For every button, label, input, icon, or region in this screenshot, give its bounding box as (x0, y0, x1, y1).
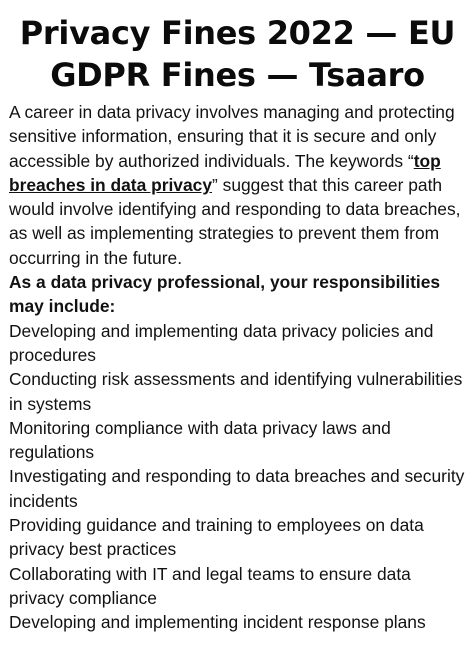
responsibilities-heading: As a data privacy professional, your responsibilities may include: (9, 272, 441, 317)
intro-text-start: A career in data privacy involves managing and protecting sensitive information, ensuring that it is secure and only accessible by authorized individuals. The keywords “ (9, 102, 455, 171)
list-item: Investigating and responding to data breaches and security incidents (9, 466, 465, 511)
list-item: Conducting risk assessments and identifying vulnerabilities in systems (9, 369, 463, 414)
title-line-2: GDPR Fines — Tsaaro (50, 56, 425, 94)
breaches-link[interactable]: top breaches in data privacy (9, 150, 441, 195)
article-body (9, 100, 466, 635)
intro-text-end: ” suggest that this career path would involve identifying and responding to data breaches, as well as implementing strategies to prevent them from occurring in the future. (9, 174, 461, 268)
responsibilities-list (9, 319, 466, 635)
intro-paragraph (9, 100, 466, 270)
list-item: Monitoring compliance with data privacy laws and regulations (9, 417, 391, 463)
page-title (9, 12, 466, 96)
list-item: Collaborating with IT and legal teams to ensure data privacy compliance (9, 563, 411, 608)
list-item: Developing and implementing data privacy policies and procedures (9, 320, 434, 365)
title-line-1: Privacy Fines 2022 — EU (19, 14, 456, 52)
list-item: Providing guidance and training to employees on data privacy best practices (9, 515, 424, 560)
list-item: Developing and implementing incident response plans (9, 612, 426, 633)
